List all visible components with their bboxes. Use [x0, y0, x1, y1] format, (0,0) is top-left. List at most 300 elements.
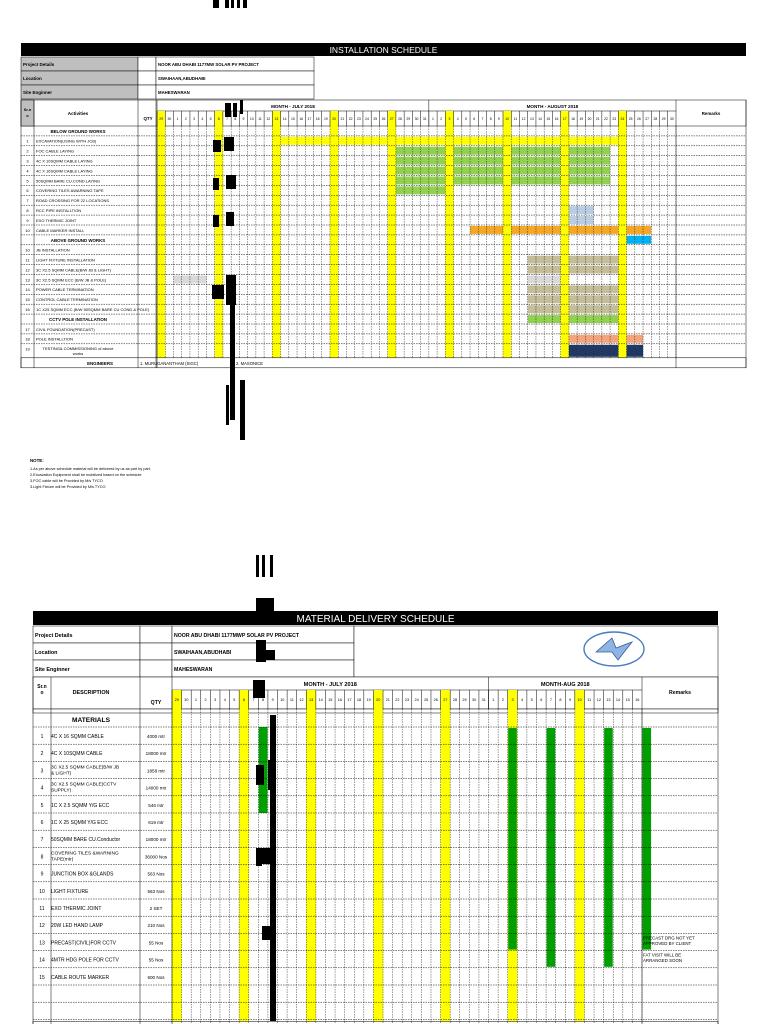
schedule-bar — [371, 137, 379, 145]
schedule-bar — [610, 305, 618, 313]
redaction-mark — [270, 555, 273, 577]
row-label: PRECAST(CIVIL)FOR CCTV — [51, 940, 117, 947]
schedule-bar — [618, 137, 626, 145]
redaction-mark — [256, 848, 262, 866]
notes-title: NOTE: — [30, 458, 44, 463]
day-label: 3 — [193, 117, 196, 121]
row-label: works — [72, 350, 84, 356]
row-number: 4 — [40, 785, 44, 792]
schedule-bar — [585, 335, 593, 343]
schedule-bar — [528, 256, 536, 264]
month2-header: MONTH - AUGUST 2018 — [526, 104, 579, 109]
schedule-bar — [470, 147, 478, 155]
row-number: 11 — [25, 257, 30, 263]
schedule-bar — [569, 305, 577, 313]
schedule-bar — [544, 147, 552, 155]
header-frame — [21, 100, 746, 126]
schedule-bar — [602, 345, 610, 357]
row-number: 2 — [26, 148, 29, 154]
day-label: 24 — [365, 117, 369, 121]
schedule-bar — [627, 335, 635, 343]
row-label: 1C X 2.5 SQMM Y/G ECC — [51, 802, 110, 809]
weekend-column — [157, 126, 165, 368]
schedule-bar — [569, 315, 577, 323]
redaction-mark — [268, 760, 273, 790]
schedule-bar — [627, 345, 635, 357]
schedule-bar — [594, 266, 602, 274]
day-label: 16 — [554, 117, 559, 121]
schedule-bar — [577, 295, 585, 303]
schedule-bar — [577, 206, 585, 214]
redaction-mark — [225, 103, 231, 117]
row-number: 15 — [25, 297, 30, 303]
day-label: 24 — [620, 117, 625, 121]
schedule-bar — [421, 186, 429, 194]
row-number: 8 — [26, 208, 29, 213]
schedule-bar — [602, 167, 610, 175]
day-label: 4 — [223, 698, 226, 702]
schedule-bar — [585, 177, 593, 185]
day-label: 19 — [366, 698, 371, 702]
day-label: 1 — [176, 117, 179, 121]
day-label: 19 — [323, 117, 328, 121]
schedule-bar — [511, 177, 519, 185]
schedule-bar — [569, 147, 577, 155]
schedule-bar — [454, 157, 462, 165]
schedule-bar — [627, 236, 635, 244]
schedule-bar — [528, 266, 536, 274]
weekend-column — [503, 126, 511, 368]
redaction-mark — [265, 650, 275, 660]
schedule-bar — [470, 137, 478, 145]
row-label: 4C X 16 SQMM CABLE — [51, 734, 104, 740]
schedule-bar — [338, 137, 346, 145]
schedule-bar — [610, 345, 618, 357]
row-label: TAPE(mtr) — [51, 857, 74, 863]
day-label: 2 — [440, 117, 443, 121]
schedule-bar — [544, 305, 552, 313]
row-number: 3 — [40, 768, 44, 775]
schedule-bar — [577, 256, 585, 264]
schedule-bar — [511, 167, 519, 175]
schedule-bar — [585, 345, 593, 357]
schedule-bar — [478, 147, 486, 155]
schedule-bar — [297, 137, 305, 145]
remarks-header: Remarks — [701, 111, 721, 116]
section-label: BELOW GROUND WORKS — [50, 129, 106, 134]
schedule-bar — [585, 216, 593, 224]
day-label: 21 — [385, 698, 390, 702]
redaction-mark — [224, 137, 234, 151]
weekend-column — [239, 690, 249, 1024]
row-number: 13 — [39, 940, 45, 947]
schedule-bar — [552, 305, 560, 313]
day-label: 26 — [637, 117, 641, 121]
day-label: 26 — [381, 117, 386, 121]
schedule-bar — [585, 266, 593, 274]
schedule-bar — [552, 256, 560, 264]
day-label: 1 — [492, 698, 495, 702]
schedule-bar — [536, 147, 544, 155]
schedule-bar — [552, 315, 560, 323]
weekend-column — [306, 690, 316, 1024]
schedule-bar — [305, 137, 313, 145]
row-qty: 14000 mtr — [145, 785, 167, 791]
schedule-bar — [544, 266, 552, 274]
schedule-bar — [552, 276, 560, 284]
schedule-bar — [577, 226, 585, 234]
row-number: 1 — [26, 138, 29, 144]
day-label: 16 — [635, 698, 640, 702]
schedule-bar — [487, 177, 495, 185]
schedule-bar — [322, 137, 330, 145]
day-label: 11 — [587, 698, 592, 702]
schedule-bar — [511, 137, 519, 145]
day-label: 20 — [587, 117, 592, 121]
day-label: 30 — [184, 698, 189, 702]
day-label: 30 — [472, 698, 477, 702]
engineers-row — [21, 358, 746, 368]
row-qty: 1858 mtr — [146, 768, 166, 774]
schedule-bar — [585, 285, 593, 293]
row-label: JB INSTALLATION — [36, 247, 70, 253]
schedule-bar — [552, 147, 560, 155]
schedule-bar — [519, 157, 527, 165]
row-qty: 619 mtr — [148, 820, 164, 825]
schedule-bar — [552, 157, 560, 165]
weekend-column — [330, 126, 338, 368]
weekend-column — [272, 126, 280, 368]
row-number: 7 — [40, 837, 44, 844]
day-label: 1 — [432, 117, 434, 121]
row-number: 12 — [39, 923, 45, 930]
schedule-bar — [585, 167, 593, 175]
row-label: LIGHT FIXTURE INSTALLATION — [36, 257, 95, 263]
redaction-mark — [262, 926, 270, 940]
day-label: 12 — [521, 117, 526, 121]
schedule-bar — [511, 157, 519, 165]
redaction-mark — [213, 0, 219, 8]
day-label: 5 — [209, 117, 212, 121]
schedule-bar — [569, 226, 577, 234]
day-label: 11 — [289, 698, 294, 702]
schedule-bar — [552, 167, 560, 175]
schedule-bar — [569, 167, 577, 175]
row-number: 2 — [40, 751, 44, 758]
schedule-bar — [412, 147, 420, 155]
day-label: 17 — [307, 117, 312, 121]
remarks-header: Remarks — [669, 690, 691, 696]
day-label: 23 — [356, 117, 361, 121]
day-label: 3 — [448, 117, 451, 121]
day-label: 14 — [538, 117, 542, 121]
schedule-bar — [421, 137, 429, 145]
schedule-bar — [577, 305, 585, 313]
schedule-bar — [536, 226, 544, 234]
schedule-bar — [594, 285, 602, 293]
row-label: POLE INSTALLTION — [36, 336, 73, 342]
schedule-bar — [536, 295, 544, 303]
schedule-bar — [528, 226, 536, 234]
row-number: 15 — [39, 974, 45, 981]
schedule-bar — [602, 305, 610, 313]
schedule-bar — [404, 177, 412, 185]
schedule-bar — [569, 256, 577, 264]
schedule-bar — [511, 226, 519, 234]
schedule-bar — [594, 345, 602, 357]
redaction-mark — [231, 0, 234, 8]
schedule-bar — [569, 345, 577, 357]
schedule-bar — [519, 167, 527, 175]
day-label: 9 — [497, 117, 500, 121]
schedule-bar — [536, 276, 544, 284]
schedule-bar — [404, 147, 412, 155]
day-label: 15 — [328, 698, 333, 702]
day-label: 13 — [308, 698, 314, 702]
day-label: 15 — [291, 117, 295, 121]
schedule-bar — [610, 295, 618, 303]
row-qty: 4000 mtr — [146, 734, 166, 739]
row-label: EXCAVATION(USING WITH JCB) — [36, 138, 97, 144]
schedule-bar — [627, 226, 635, 234]
qty-header: QTY — [143, 116, 153, 121]
row-remark: PRECAST DRG NOT YET — [643, 935, 695, 941]
schedule-bar — [404, 167, 412, 175]
schedule-bar — [610, 226, 618, 234]
info-spacer — [140, 643, 172, 660]
day-label: 9 — [242, 117, 245, 121]
redaction-mark — [260, 848, 274, 864]
schedule-bar — [412, 177, 420, 185]
schedule-bar — [594, 226, 602, 234]
day-label: 29 — [159, 117, 164, 121]
schedule-bar — [577, 266, 585, 274]
day-label: 19 — [579, 117, 584, 121]
day-label: 11 — [258, 117, 262, 121]
row-number: 17 — [25, 326, 30, 332]
row-label: 50SQMM BARE CU.COND.LAYING — [36, 178, 101, 184]
schedule-bar — [412, 137, 420, 145]
schedule-bar — [404, 186, 412, 194]
schedule-bar — [594, 137, 602, 145]
day-label: 22 — [604, 117, 608, 121]
schedule-bar — [610, 266, 618, 274]
redaction-mark — [233, 103, 237, 117]
schedule-bar — [528, 315, 536, 323]
schedule-bar — [536, 305, 544, 313]
day-label: 20 — [332, 117, 337, 121]
row-label: FOC CABLE LAYING — [36, 148, 75, 154]
row-qty: 563 Nos — [147, 871, 165, 877]
day-label: 29 — [661, 117, 666, 121]
day-label: 16 — [299, 117, 304, 121]
schedule-bar — [602, 157, 610, 165]
day-label: 18 — [571, 117, 575, 121]
row-number: 14 — [25, 287, 30, 293]
schedule-bar — [462, 137, 470, 145]
schedule-bar — [569, 295, 577, 303]
day-label: 9 — [568, 698, 572, 702]
schedule-bar — [610, 256, 618, 264]
redaction-mark — [230, 300, 235, 420]
schedule-bar — [536, 315, 544, 323]
schedule-bar — [569, 206, 577, 214]
schedule-bar — [635, 226, 643, 234]
row-label: 1C X25 SQMM ECC (B/W 50SQMM BARE CU COND & POLE) — [36, 307, 150, 312]
day-label: 12 — [299, 698, 304, 702]
row-qty: 55 Nos — [148, 940, 164, 946]
schedule-bar — [552, 285, 560, 293]
schedule-bar — [536, 157, 544, 165]
row-remark: ARRANGED SOON — [643, 958, 683, 964]
schedule-bar — [577, 216, 585, 224]
schedule-bar — [552, 266, 560, 274]
day-label: 15 — [625, 698, 630, 702]
redaction-mark — [226, 175, 236, 189]
day-label: 21 — [595, 117, 600, 121]
info-value: MAHESWARAN — [174, 667, 213, 673]
info-value: NOOR ABU DHABI 1177MW SOLAR PV PROJECT — [158, 62, 259, 67]
row-number: 13 — [25, 277, 30, 283]
schedule-bar — [363, 137, 371, 145]
qty-header: QTY — [150, 700, 162, 706]
row-number: 9 — [26, 217, 29, 223]
note-line: 2.Excavation Equipment shall be mobilized based on the schedule — [30, 473, 142, 477]
redaction-mark — [256, 765, 264, 785]
schedule-bar — [610, 137, 618, 145]
row-label: EXO THERMIC JOINT — [36, 217, 77, 223]
row-number: 16 — [25, 307, 30, 312]
schedule-bar — [487, 137, 495, 145]
schedule-bar — [594, 335, 602, 343]
row-label: RCC PIPE INSTALLTION — [36, 208, 82, 213]
day-label: 11 — [513, 117, 518, 121]
schedule-bar — [602, 266, 610, 274]
day-label: 2 — [501, 698, 504, 702]
engineer-2: 2. MASONICE — [236, 360, 263, 366]
schedule-bar — [396, 177, 404, 185]
schedule-bar — [355, 137, 363, 145]
redaction-mark — [256, 555, 259, 577]
schedule-bar — [487, 147, 495, 155]
schedule-bar — [536, 266, 544, 274]
day-label: 25 — [628, 117, 633, 121]
day-label: 7 — [481, 117, 484, 121]
day-label: 18 — [356, 698, 362, 702]
schedule-bar — [462, 167, 470, 175]
schedule-bar — [594, 167, 602, 175]
info-spacer — [140, 660, 172, 677]
schedule-bar — [437, 147, 445, 155]
schedule-bar — [454, 177, 462, 185]
schedule-bar — [585, 295, 593, 303]
day-label: 13 — [606, 698, 611, 702]
schedule-bar — [412, 157, 420, 165]
day-label: 2 — [184, 117, 187, 121]
day-label: 25 — [373, 117, 378, 121]
schedule-bar — [610, 285, 618, 293]
redaction-mark — [253, 680, 265, 698]
info-value: SWAIHAAN,ABUDHABI — [158, 76, 206, 81]
note-line: 1.As per above schedule material will be delivered by us as part by part. — [30, 467, 151, 471]
row-remark: FAT VISIT WILL BE — [643, 952, 682, 958]
schedule-bar — [404, 137, 412, 145]
day-label: 15 — [546, 117, 551, 121]
day-label: 4 — [456, 117, 459, 121]
schedule-bar — [536, 285, 544, 293]
schedule-bar — [519, 147, 527, 155]
day-label: 7 — [252, 698, 255, 702]
schedule-title: MATERIAL DELIVERY SCHEDULE — [296, 614, 455, 625]
row-label: 3C X2.5 SQMM CABLE(B/W JB — [51, 765, 120, 771]
schedule-bar — [585, 305, 593, 313]
schedule-bar — [412, 186, 420, 194]
schedule-bar — [577, 157, 585, 165]
row-number: 7 — [26, 198, 29, 204]
schedule-bar — [602, 295, 610, 303]
schedule-bar — [643, 236, 651, 244]
row-label: CONTROL CABLE TERMINATION — [36, 297, 98, 303]
day-label: 1 — [194, 698, 198, 702]
row-label: 1C X 25 SQMM Y/G ECC — [51, 820, 108, 826]
row-label: CIVIL FOUNDATION(PRECAST) — [36, 326, 95, 332]
schedule-bar — [478, 167, 486, 175]
schedule-bar — [528, 147, 536, 155]
schedule-bar — [495, 147, 503, 155]
day-label: 29 — [174, 698, 179, 702]
srno-header-o: o — [26, 113, 29, 118]
month1-header: MONTH - JULY 2018 — [271, 104, 315, 109]
row-number: 14 — [39, 957, 45, 964]
schedule-bar — [437, 167, 445, 175]
schedule-bar — [314, 137, 322, 145]
schedule-bar — [445, 137, 453, 145]
schedule-bar — [503, 137, 511, 145]
schedule-bar — [536, 167, 544, 175]
schedule-bar — [346, 137, 354, 145]
schedule-bar — [454, 137, 462, 145]
info-label: Location — [35, 650, 58, 656]
schedule-bar — [585, 256, 593, 264]
info-label: Site Enginner — [35, 667, 70, 673]
schedule-title: INSTALLATION SCHEDULE — [329, 45, 438, 55]
row-label: EXO THERMIC JOINT — [51, 906, 102, 912]
month2-header: MONTH-AUG 2018 — [540, 682, 590, 688]
redaction-mark — [243, 0, 247, 8]
day-label: 20 — [376, 698, 381, 702]
description-header: DESCRIPTION — [72, 690, 110, 696]
schedule-bar — [552, 226, 560, 234]
schedule-bar — [487, 226, 495, 234]
day-label: 10 — [280, 698, 285, 702]
schedule-bar — [511, 147, 519, 155]
schedule-bar — [429, 167, 437, 175]
schedule-bar — [396, 147, 404, 155]
day-label: 25 — [424, 698, 429, 702]
schedule-bar — [585, 147, 593, 155]
materials-label: MATERIALS — [72, 717, 110, 724]
day-label: 22 — [395, 698, 400, 702]
schedule-bar — [585, 137, 593, 145]
row-label: CABLE MARKER INSTALL — [36, 227, 85, 233]
row-label: & LIGHT) — [51, 771, 72, 777]
day-label: 28 — [452, 698, 458, 702]
schedule-bar — [478, 157, 486, 165]
schedule-bar — [569, 177, 577, 185]
schedule-bar — [585, 315, 593, 323]
row-number: 5 — [26, 178, 29, 184]
day-label: 23 — [404, 698, 410, 702]
